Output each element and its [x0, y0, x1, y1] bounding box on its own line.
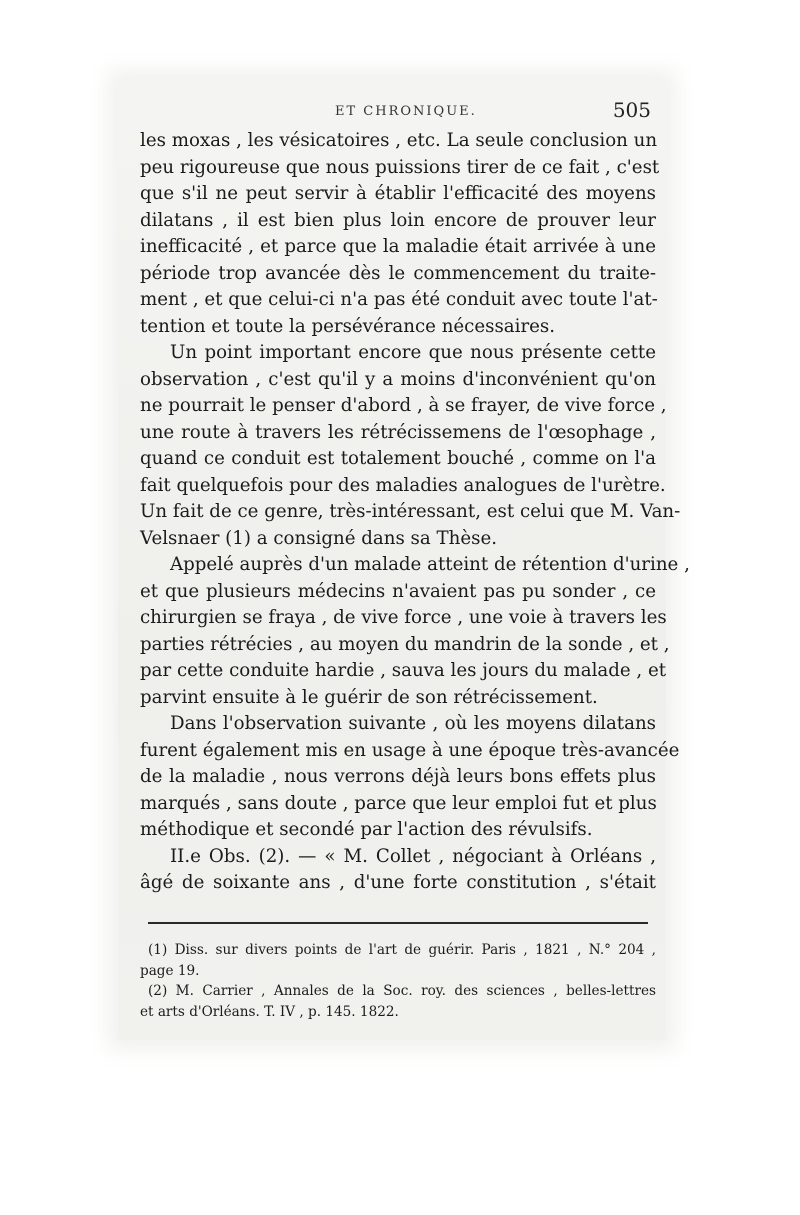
text-line: furent également mis en usage à une époque très-avancée	[140, 739, 680, 761]
footnotes	[140, 940, 656, 1022]
text-line: Appelé auprès d'un malade atteint de rétention d'urine ,	[170, 554, 690, 575]
text-line: Un fait de ce genre, très-intéressant, est celui que M. Van-	[140, 501, 681, 522]
footnote-line: (2) M. Carrier , Annales de la Soc. roy. des sciences , belles-lettres	[148, 983, 656, 999]
text-line: que s'il ne peut servir à établir l'efficacité des moyens	[140, 183, 656, 204]
text-line: parvint ensuite à le guérir de son rétrécissement.	[140, 686, 598, 708]
footnote-line: et arts d'Orléans. T. IV , p. 145. 1822.	[140, 1003, 399, 1020]
page-number: 505	[612, 98, 651, 122]
text-line: fait quelquefois pour des maladies analogues de l'urètre.	[140, 474, 666, 496]
text-line: chirurgien se fraya , de vive force , une voie à travers les	[140, 607, 667, 628]
text-line: Un point important encore que nous présente cette	[170, 342, 656, 363]
text-line: les moxas , les vésicatoires , etc. La seule conclusion un	[140, 130, 658, 151]
footnote-rule	[148, 922, 648, 924]
text-line: marqués , sans doute , parce que leur emploi fut et plus	[140, 792, 657, 814]
footnote-line: (1) Diss. sur divers points de l'art de guérir. Paris , 1821 , N.° 204 ,	[148, 942, 656, 958]
text-line: inefficacité , et parce que la maladie était arrivée à une	[140, 236, 656, 257]
text-line: Velsnaer (1) a consigné dans sa Thèse.	[140, 527, 497, 549]
text-line: Dans l'observation suivante , où les moyens dilatans	[170, 713, 656, 734]
running-head: ET CHRONIQUE.	[335, 104, 477, 119]
text-line: quand ce conduit est totalement bouché , comme on l'a	[140, 448, 656, 469]
body-text	[140, 128, 690, 897]
text-line: tention et toute la persévérance nécessaires.	[140, 315, 556, 337]
text-line: période trop avancée dès le commencement du traite-	[140, 262, 656, 284]
page-header	[140, 98, 655, 126]
text-line: âgé de soixante ans , d'une forte constitution , s'était	[140, 872, 656, 893]
text-line: ment , et que celui-ci n'a pas été conduit avec toute l'at-	[140, 289, 658, 310]
text-line: observation , c'est qu'il y a moins d'inconvénient qu'on	[140, 368, 656, 390]
text-line: par cette conduite hardie , sauva les jours du malade , et	[140, 660, 667, 681]
text-line: parties rétrécies , au moyen du mandrin de la sonde , et ,	[140, 633, 670, 655]
text-line: peu rigoureuse que nous puissions tirer de ce fait , c'est	[140, 156, 660, 178]
text-line: dilatans , il est bien plus loin encore de prouver leur	[140, 209, 656, 231]
text-line: et que plusieurs médecins n'avaient pas pu sonder , ce	[140, 580, 656, 602]
text-line: une route à travers les rétrécissemens de l'œsophage ,	[140, 421, 656, 443]
text-line: ne pourrait le penser d'abord , à se frayer, de vive force ,	[140, 395, 667, 416]
text-line: de la maladie , nous verrons déjà leurs bons effets plus	[140, 766, 656, 787]
text-line: méthodique et secondé par l'action des révulsifs.	[140, 819, 593, 840]
footnote-line: page 19.	[140, 962, 200, 979]
text-line: II.e Obs. (2). — « M. Collet , négociant à Orléans ,	[170, 845, 656, 867]
